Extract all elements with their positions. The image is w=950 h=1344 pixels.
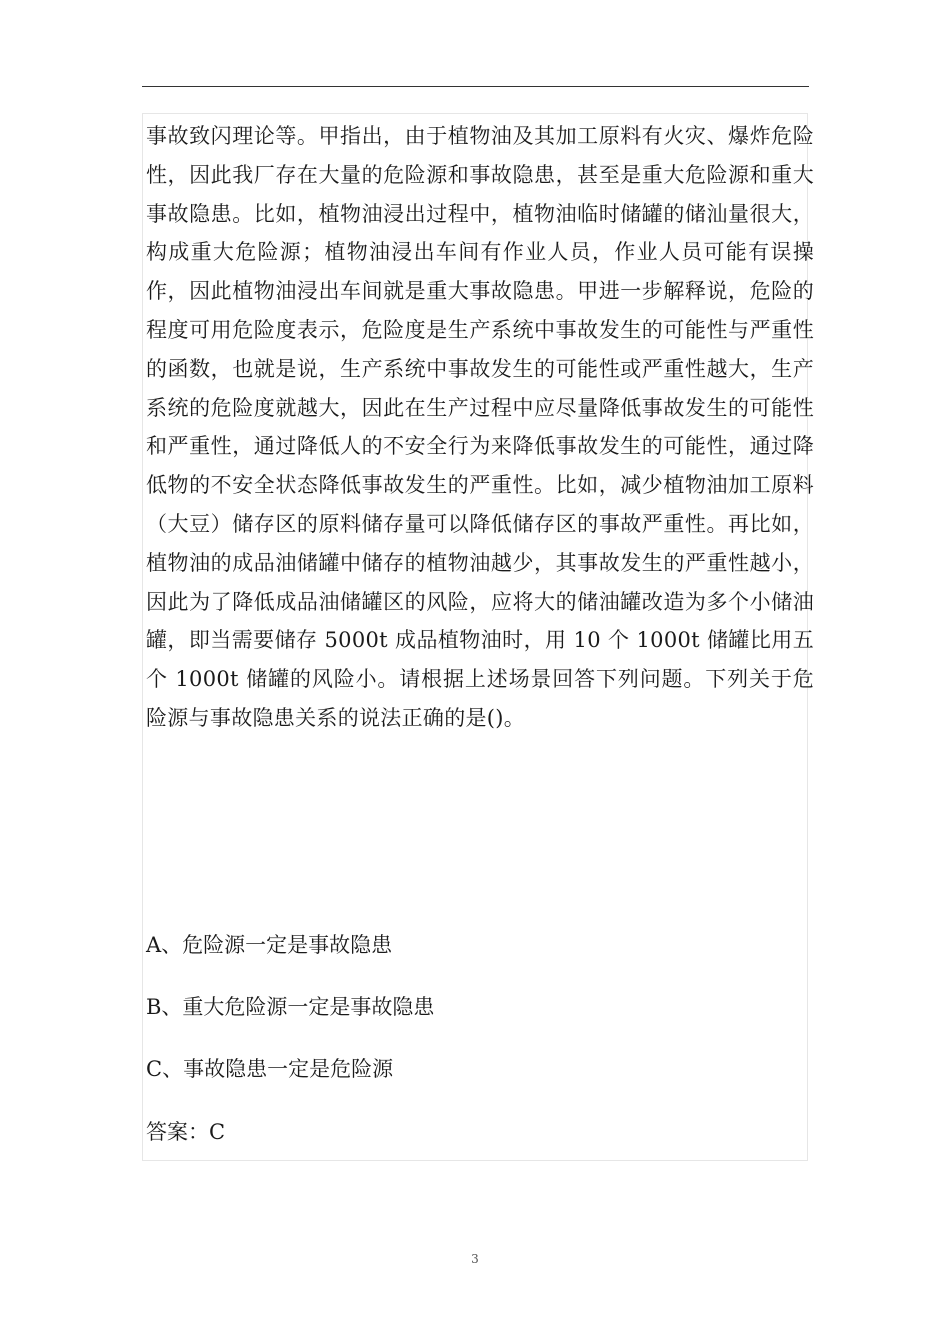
- page-number: 3: [471, 1252, 479, 1266]
- option-a: A、危险源一定是事故隐患: [146, 933, 393, 957]
- option-b: B、重大危险源一定是事故隐患: [146, 995, 435, 1019]
- option-c: C、事故隐患一定是危险源: [146, 1057, 394, 1081]
- header-rule: [142, 86, 809, 87]
- answer-text: 答案：C: [146, 1120, 226, 1144]
- question-paragraph: 事故致闪理论等。甲指出，由于植物油及其加工原料有火灾、爆炸危险性，因此我厂存在大量的危险源和事故隐患，甚至是重大危险源和重大事故隐患。比如，植物油浸出过程中，植物油临时储罐的储汕量很大，构成重大危险源；植物油浸出车间有作业人员，作业人员可能有误操作，因此植物油浸出车间就是重大事故隐患。甲进一步解释说，危险的程度可用危险度表示，危险度是生产系统中事故发生的可能性与严重性的函数，也就是说，生产系统中事故发生的可能性或严重性越大，生产系统的危险度就越大，因此在生产过程中应尽量降低事故发生的可能性和严重性，通过降低人的不安全行为来降低事故发生的可能性，通过降低物的不安全状态降低事故发生的严重性。比如，减少植物油加工原料（大豆）储存区的原料储存量可以降低储存区的事故严重性。再比如，植物油的成品油储罐中储存的植物油越少，其事故发生的严重性越小，因此为了降低成品油储罐区的风险，应将大的储油罐改造为多个小储油罐，即当需要储存 5000t 成品植物油时，用 10 个 1000t 储罐比用五个 1000t 储罐的风险小。请根据上述场景回答下列问题。下列关于危险源与事故隐患关系的说法正确的是()。: [146, 124, 814, 730]
